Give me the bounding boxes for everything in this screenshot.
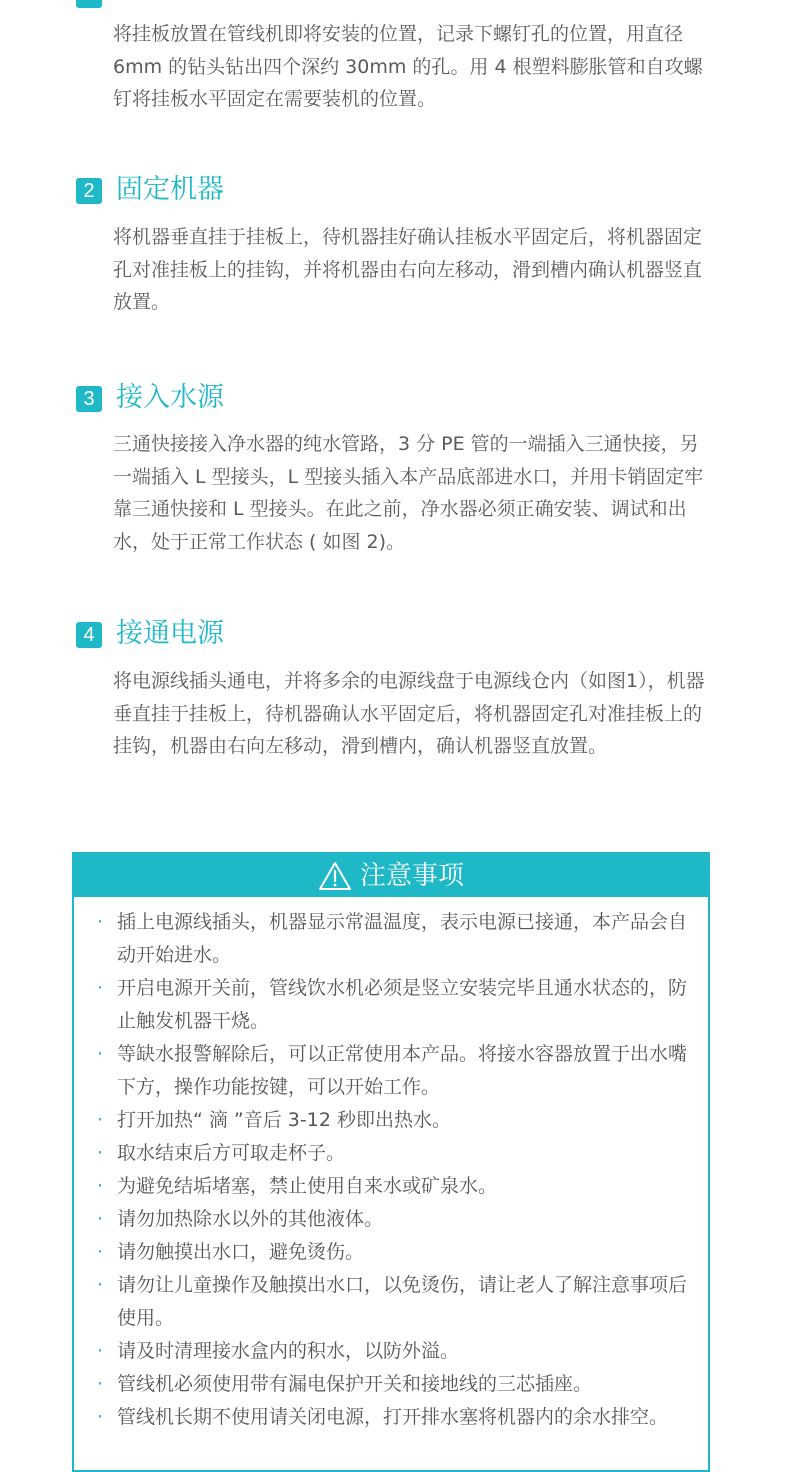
notice-item bbox=[74, 1269, 708, 1335]
bullet-icon: · bbox=[97, 1373, 104, 1395]
bullet-icon: · bbox=[97, 1208, 104, 1230]
notice-item bbox=[74, 1038, 708, 1104]
bullet-icon: · bbox=[97, 1109, 104, 1131]
notice-item-text: 插上电源线插头，机器显示常温温度，表示电源已接通，本产品会自动开始进水。 bbox=[117, 911, 688, 966]
notice-item bbox=[74, 1401, 708, 1434]
notice-item bbox=[74, 1203, 708, 1236]
notice-box bbox=[72, 852, 710, 1472]
notice-item bbox=[74, 1236, 708, 1269]
step-4-number-badge: 4 bbox=[76, 622, 102, 648]
notice-item bbox=[74, 1335, 708, 1368]
bullet-icon: · bbox=[97, 1142, 104, 1164]
notice-item-text: 开启电源开关前，管线饮水机必须是竖立安装完毕且通水状态的，防止触发机器干烧。 bbox=[117, 977, 688, 1032]
step-1-text: 将挂板放置在管线机即将安装的位置，记录下螺钉孔的位置，用直径 6mm 的钻头钻出四个深约 30mm 的孔。用 4 根塑料膨胀管和自攻螺钉将挂板水平固定在需要装机的位置。 bbox=[113, 23, 703, 110]
step-2-text: 将机器垂直挂于挂板上，待机器挂好确认挂板水平固定后，将机器固定孔对准挂板上的挂钩，并将机器由右向左移动，滑到槽内确认机器竖直放置。 bbox=[113, 226, 703, 313]
notice-item-text: 管线机必须使用带有漏电保护开关和接地线的三芯插座。 bbox=[117, 1373, 593, 1395]
bullet-icon: · bbox=[97, 1340, 104, 1362]
notice-item bbox=[74, 972, 708, 1038]
notice-item-text: 打开加热“ 滴 ”音后 3-12 秒即出热水。 bbox=[117, 1109, 451, 1131]
notice-title: 注意事项 bbox=[359, 860, 464, 891]
step-3-text: 三通快接接入净水器的纯水管路，3 分 PE 管的一端插入三通快接，另一端插入 L 型接头，L 型接头插入本产品底部进水口，并用卡销固定牢靠三通快接和 L 型接头。在此之前，净水器必须正确安装、调试和出水，处于正常工作状态 ( 如图 2)。 bbox=[113, 433, 704, 553]
bullet-icon: · bbox=[97, 911, 104, 933]
notice-item-text: 请勿加热除水以外的其他液体。 bbox=[117, 1208, 384, 1230]
step-2-number-badge: 2 bbox=[76, 178, 102, 204]
bullet-icon: · bbox=[97, 1043, 104, 1065]
step-4-text: 将电源线插头通电，并将多余的电源线盘于电源线仓内（如图1），机器垂直挂于挂板上，待机器确认水平固定后，将机器固定孔对准挂板上的挂钩，机器由右向左移动，滑到槽内，确认机器竖直放置。 bbox=[113, 670, 705, 757]
notice-item-text: 等缺水报警解除后，可以正常使用本产品。将接水容器放置于出水嘴下方，操作功能按键，可以开始工作。 bbox=[117, 1043, 688, 1098]
notice-item-text: 取水结束后方可取走杯子。 bbox=[117, 1142, 346, 1164]
bullet-icon: · bbox=[97, 1175, 104, 1197]
notice-list bbox=[74, 897, 708, 1434]
notice-item bbox=[74, 906, 708, 972]
bullet-icon: · bbox=[97, 1241, 104, 1263]
bullet-icon: · bbox=[97, 1406, 104, 1428]
notice-item bbox=[74, 1170, 708, 1203]
step-3-number-badge: 3 bbox=[76, 386, 102, 412]
notice-item bbox=[74, 1104, 708, 1137]
step-2-title: 固定机器 bbox=[116, 174, 224, 205]
notice-item bbox=[74, 1137, 708, 1170]
step-3-title: 接入水源 bbox=[116, 382, 224, 413]
bullet-icon: · bbox=[97, 977, 104, 999]
notice-item-text: 管线机长期不使用请关闭电源，打开排水塞将机器内的余水排空。 bbox=[117, 1406, 669, 1428]
notice-item-text: 请勿让儿童操作及触摸出水口，以免烫伤，请让老人了解注意事项后使用。 bbox=[117, 1274, 688, 1329]
notice-item-text: 请勿触摸出水口，避免烫伤。 bbox=[117, 1241, 365, 1263]
step-1-title-fragment bbox=[116, 0, 234, 8]
notice-item-text: 请及时清理接水盒内的积水，以防外溢。 bbox=[117, 1340, 460, 1362]
notice-item bbox=[74, 1368, 708, 1401]
step-4-title: 接通电源 bbox=[116, 618, 224, 649]
notice-item-text: 为避免结垢堵塞，禁止使用自来水或矿泉水。 bbox=[117, 1175, 498, 1197]
warning-triangle-icon bbox=[318, 861, 352, 891]
notice-header bbox=[74, 854, 708, 897]
step-1-number-badge bbox=[76, 0, 102, 8]
bullet-icon: · bbox=[97, 1274, 104, 1296]
